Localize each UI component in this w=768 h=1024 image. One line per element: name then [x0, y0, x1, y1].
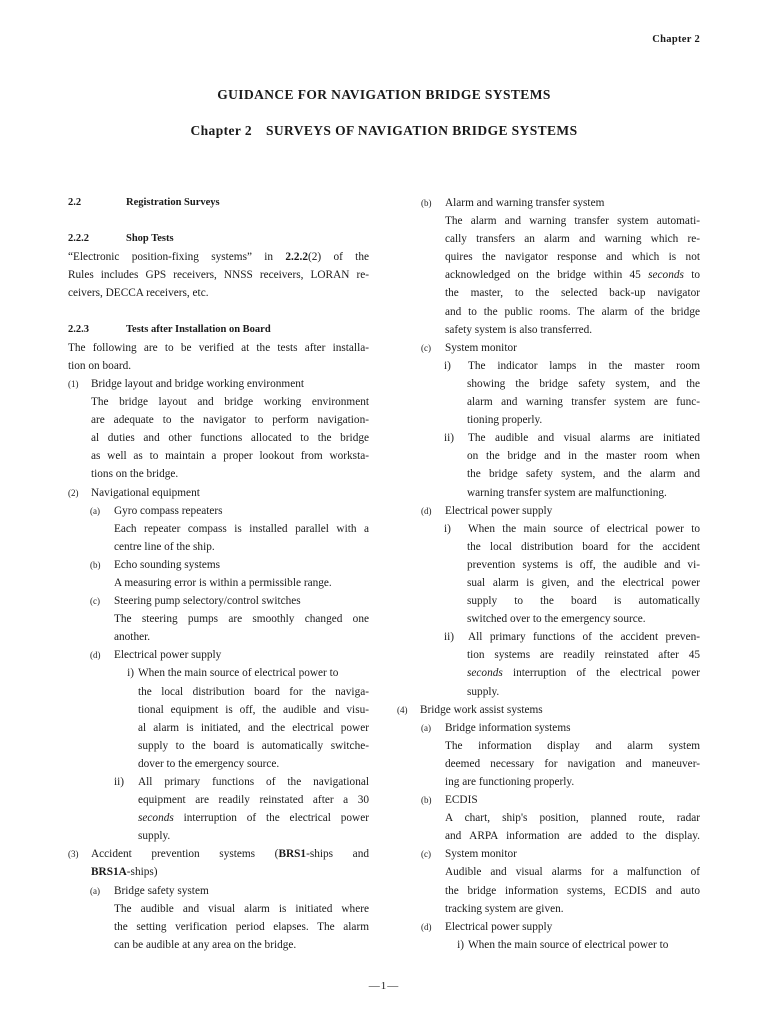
- sub-item-heading: (b) Echo sounding systems: [90, 558, 221, 571]
- paragraph-line: sual alarm is given, and the electrical power: [467, 576, 700, 589]
- paragraph-line: supply.: [138, 830, 171, 843]
- paragraph-line: tion on board.: [68, 359, 132, 372]
- list-item-heading: (3) Accident prevention systems (BRS1-ships and: [68, 848, 369, 861]
- sub-item-heading: (b) Alarm and warning transfer system: [421, 197, 605, 209]
- paragraph-line: al alarm is initiated, and the electrical power: [138, 721, 369, 734]
- numbered-item: i) When the main source of electrical power to: [444, 522, 700, 535]
- paragraph-line: The alarm and warning transfer system automati-: [445, 215, 700, 228]
- paragraph-line: seconds interruption of the electrical power: [467, 667, 700, 680]
- paragraph-line: The steering pumps are smoothly changed one: [114, 613, 369, 626]
- paragraph-line: tracking system are given.: [445, 902, 564, 915]
- sub-item-heading: (a) Gyro compass repeaters: [90, 504, 223, 517]
- paragraph-line: supply to the board is automatically switche-: [138, 739, 369, 752]
- numbered-item: ii) All primary functions of the navigational: [114, 776, 369, 788]
- paragraph-line: tion systems are readily reinstated after 45: [467, 649, 700, 662]
- section-heading: 2.2.2 Shop Tests: [68, 233, 174, 245]
- chapter-number: Chapter 2: [190, 123, 252, 138]
- chapter-name: SURVEYS OF NAVIGATION BRIDGE SYSTEMS: [265, 123, 578, 138]
- paragraph-line: supply.: [467, 685, 500, 698]
- list-item-heading: (2) Navigational equipment: [68, 486, 200, 499]
- paragraph-line: the bridge information systems, ECDIS and auto: [445, 884, 700, 897]
- sub-item-heading: (d) Electrical power supply: [421, 920, 553, 933]
- paragraph-line: supply to the board is automatically: [467, 595, 700, 608]
- paragraph-line: switched over to the emergency source.: [467, 613, 646, 626]
- paragraph-line: The information display and alarm system: [445, 739, 700, 752]
- paragraph-line: A chart, ship's position, planned route, radar: [445, 812, 700, 825]
- sub-item-heading: (c) System monitor: [421, 341, 517, 354]
- paragraph-line: The following are to be verified at the tests after installa-: [68, 341, 369, 354]
- list-item-heading: (1) Bridge layout and bridge working environment: [68, 377, 305, 390]
- numbered-item: ii) The audible and visual alarms are initiated: [444, 432, 700, 445]
- sub-item-heading: (b) ECDIS: [421, 794, 478, 807]
- paragraph-line: deemed necessary for navigation and maneuver-: [445, 757, 700, 770]
- sub-item-heading: (a) Bridge safety system: [90, 884, 209, 897]
- paragraph-line: the local distribution board for the accident: [467, 540, 700, 553]
- paragraph-line: A measuring error is within a permissible range.: [114, 576, 332, 589]
- paragraph-line: as well as to maintain a proper lookout from worksta-: [91, 450, 369, 463]
- right-column: [397, 194, 700, 954]
- paragraph-line: prevention systems is off, the audible and vi-: [467, 558, 700, 571]
- document-title: GUIDANCE FOR NAVIGATION BRIDGE SYSTEMS: [217, 87, 551, 102]
- paragraph-line: The bridge layout and bridge working environment: [91, 396, 369, 409]
- sub-item-heading: (d) Electrical power supply: [90, 649, 222, 662]
- paragraph-line: tions on the bridge.: [91, 468, 179, 481]
- paragraph-line: “Electronic position-fixing systems” in 2.2.2(2) of the: [68, 251, 369, 264]
- paragraph-line: The audible and visual alarm is initiated where: [114, 902, 369, 915]
- paragraph-line: Rules includes GPS receivers, NNSS receivers, LORAN re-: [68, 269, 369, 282]
- paragraph-line: tioning properly.: [467, 414, 543, 427]
- left-column: [68, 194, 369, 954]
- paragraph-line: tional equipment is off, the audible and visu-: [138, 703, 369, 716]
- paragraph-line: alarm and warning transfer system are func-: [467, 396, 700, 409]
- paragraph-line: showing the bridge safety system, and the: [467, 377, 700, 390]
- numbered-item: i) The indicator lamps in the master room: [444, 359, 700, 372]
- paragraph-line: the bridge safety system, and the alarm and: [467, 468, 700, 481]
- paragraph-line: cally transfers an alarm and warning which re-: [445, 233, 700, 246]
- sub-item-heading: (d) Electrical power supply: [421, 504, 553, 517]
- numbered-item: i) When the main source of electrical power to: [127, 667, 339, 680]
- sub-item-heading: (a) Bridge information systems: [421, 721, 571, 734]
- paragraph-line: ing are functioning properly.: [445, 776, 575, 788]
- paragraph-line: dover to the emergency source.: [138, 757, 280, 770]
- running-header: Chapter 2: [652, 34, 700, 45]
- paragraph-line: safety system is also transferred.: [445, 323, 593, 336]
- list-item-heading-cont: BRS1A-ships): [91, 866, 158, 879]
- paragraph-line: equipment are readily reinstated after a 30: [138, 794, 369, 807]
- paragraph-line: the setting verification period elapses. The alarm: [114, 920, 369, 933]
- paragraph-line: on the bridge and in the master room when: [467, 450, 700, 463]
- paragraph-line: acknowledged on the bridge within 45 seconds to: [445, 269, 700, 282]
- numbered-item: ii) All primary functions of the accident preven-: [444, 631, 700, 644]
- paragraph-line: another.: [114, 631, 151, 644]
- paragraph-line: ceivers, DECCA receivers, etc.: [68, 287, 209, 300]
- paragraph-line: al duties and other functions allocated to the bridge: [91, 432, 369, 445]
- paragraph-line: warning transfer system are malfunctioning.: [467, 486, 667, 499]
- section-heading: 2.2 Registration Surveys: [68, 197, 220, 208]
- page-number: —1—: [368, 980, 400, 992]
- section-heading: 2.2.3 Tests after Installation on Board: [68, 323, 271, 335]
- numbered-item: i) When the main source of electrical power to: [457, 938, 669, 951]
- paragraph-line: the local distribution board for the naviga-: [138, 685, 369, 698]
- paragraph-line: quires the navigator response and which is not: [445, 251, 700, 264]
- paragraph-line: Audible and visual alarms for a malfunction of: [445, 866, 700, 879]
- sub-item-heading: (c) System monitor: [421, 848, 517, 861]
- paragraph-line: are adequate to the navigator to perform navigation-: [91, 414, 369, 427]
- list-item-heading: (4) Bridge work assist systems: [397, 703, 543, 716]
- paragraph-line: and to the public rooms. The alarm of the bridge: [445, 305, 700, 318]
- paragraph-line: Each repeater compass is installed parallel with a: [114, 522, 369, 535]
- paragraph-line: and ARPA information are added to the display.: [445, 830, 700, 843]
- paragraph-line: seconds interruption of the electrical power: [138, 812, 369, 825]
- paragraph-line: centre line of the ship.: [114, 540, 215, 553]
- chapter-title: [0, 122, 768, 140]
- sub-item-heading: (c) Steering pump selectory/control switches: [90, 595, 301, 608]
- paragraph-line: the master, to the selected back-up navigator: [445, 287, 700, 300]
- paragraph-line: can be audible at any area on the bridge.: [114, 938, 297, 951]
